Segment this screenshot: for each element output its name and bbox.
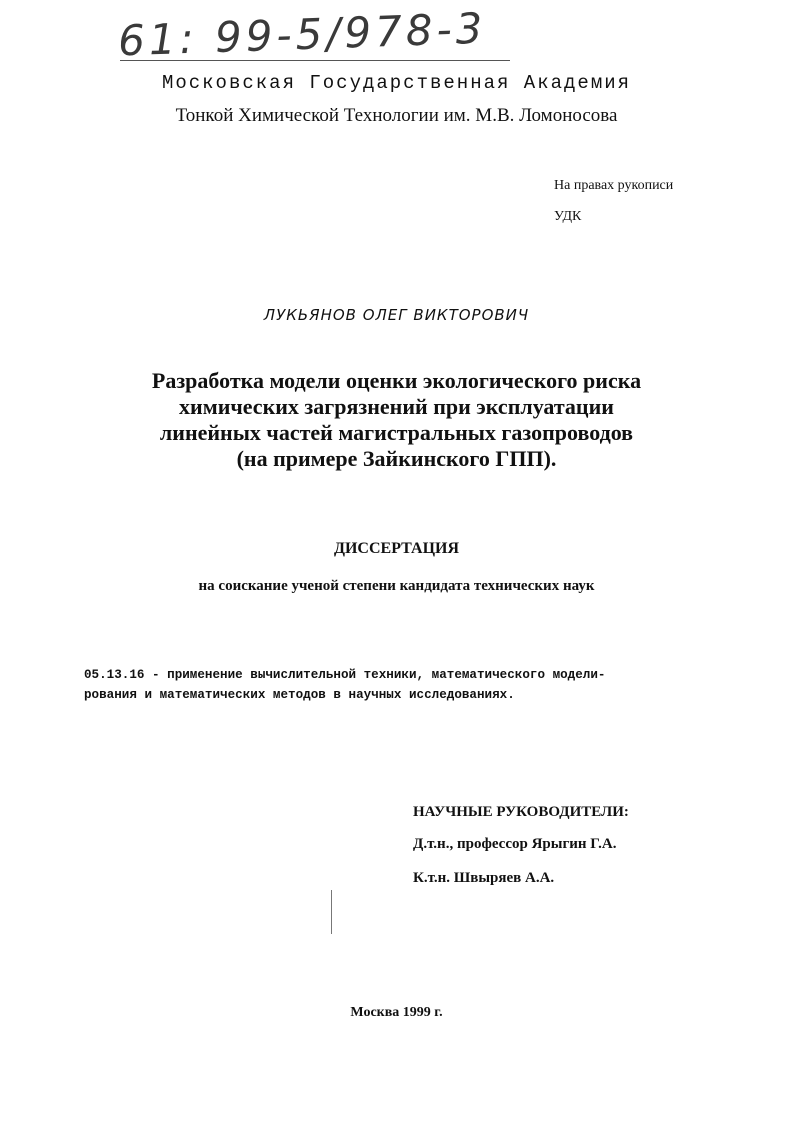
title-line: (на примере Зайкинского ГПП). bbox=[236, 446, 557, 471]
udc-label: УДК bbox=[554, 209, 582, 224]
supervisor-second: К.т.н. Швыряев А.А. bbox=[413, 870, 555, 886]
dissertation-title bbox=[0, 368, 793, 472]
scan-artifact-mark bbox=[331, 890, 332, 934]
supervisors-heading: НАУЧНЫЕ РУКОВОДИТЕЛИ: bbox=[413, 804, 629, 820]
institution-name-line2: Тонкой Химической Технологии им. М.В. Ломоносова bbox=[175, 105, 618, 126]
city-and-year: Москва 1999 г. bbox=[350, 1005, 443, 1020]
archive-number-underline bbox=[120, 60, 510, 61]
specialty-code bbox=[84, 665, 605, 705]
institution-name-line1: Московская Государственная Академия bbox=[161, 72, 632, 94]
title-line: линейных частей магистральных газопроводов bbox=[159, 420, 634, 445]
document-type: ДИССЕРТАЦИЯ bbox=[333, 540, 460, 557]
title-line: химических загрязнений при эксплуатации bbox=[179, 394, 614, 419]
manuscript-rights-note: На правах рукописи bbox=[554, 178, 674, 193]
specialty-line: рования и математических методов в научных исследованиях. bbox=[84, 688, 515, 702]
degree-statement: на соискание ученой степени кандидата технических наук bbox=[198, 578, 595, 594]
supervisor-first: Д.т.н., профессор Ярыгин Г.А. bbox=[413, 836, 617, 852]
author-name: ЛУКЬЯНОВ ОЛЕГ ВИКТОРОВИЧ bbox=[263, 306, 530, 324]
archive-number-handwritten: 61: 99-5/978-3 bbox=[117, 3, 488, 66]
title-line: Разработка модели оценки экологического риска bbox=[151, 368, 642, 393]
specialty-line: 05.13.16 - применение вычислительной техники, математического модели- bbox=[84, 668, 606, 682]
